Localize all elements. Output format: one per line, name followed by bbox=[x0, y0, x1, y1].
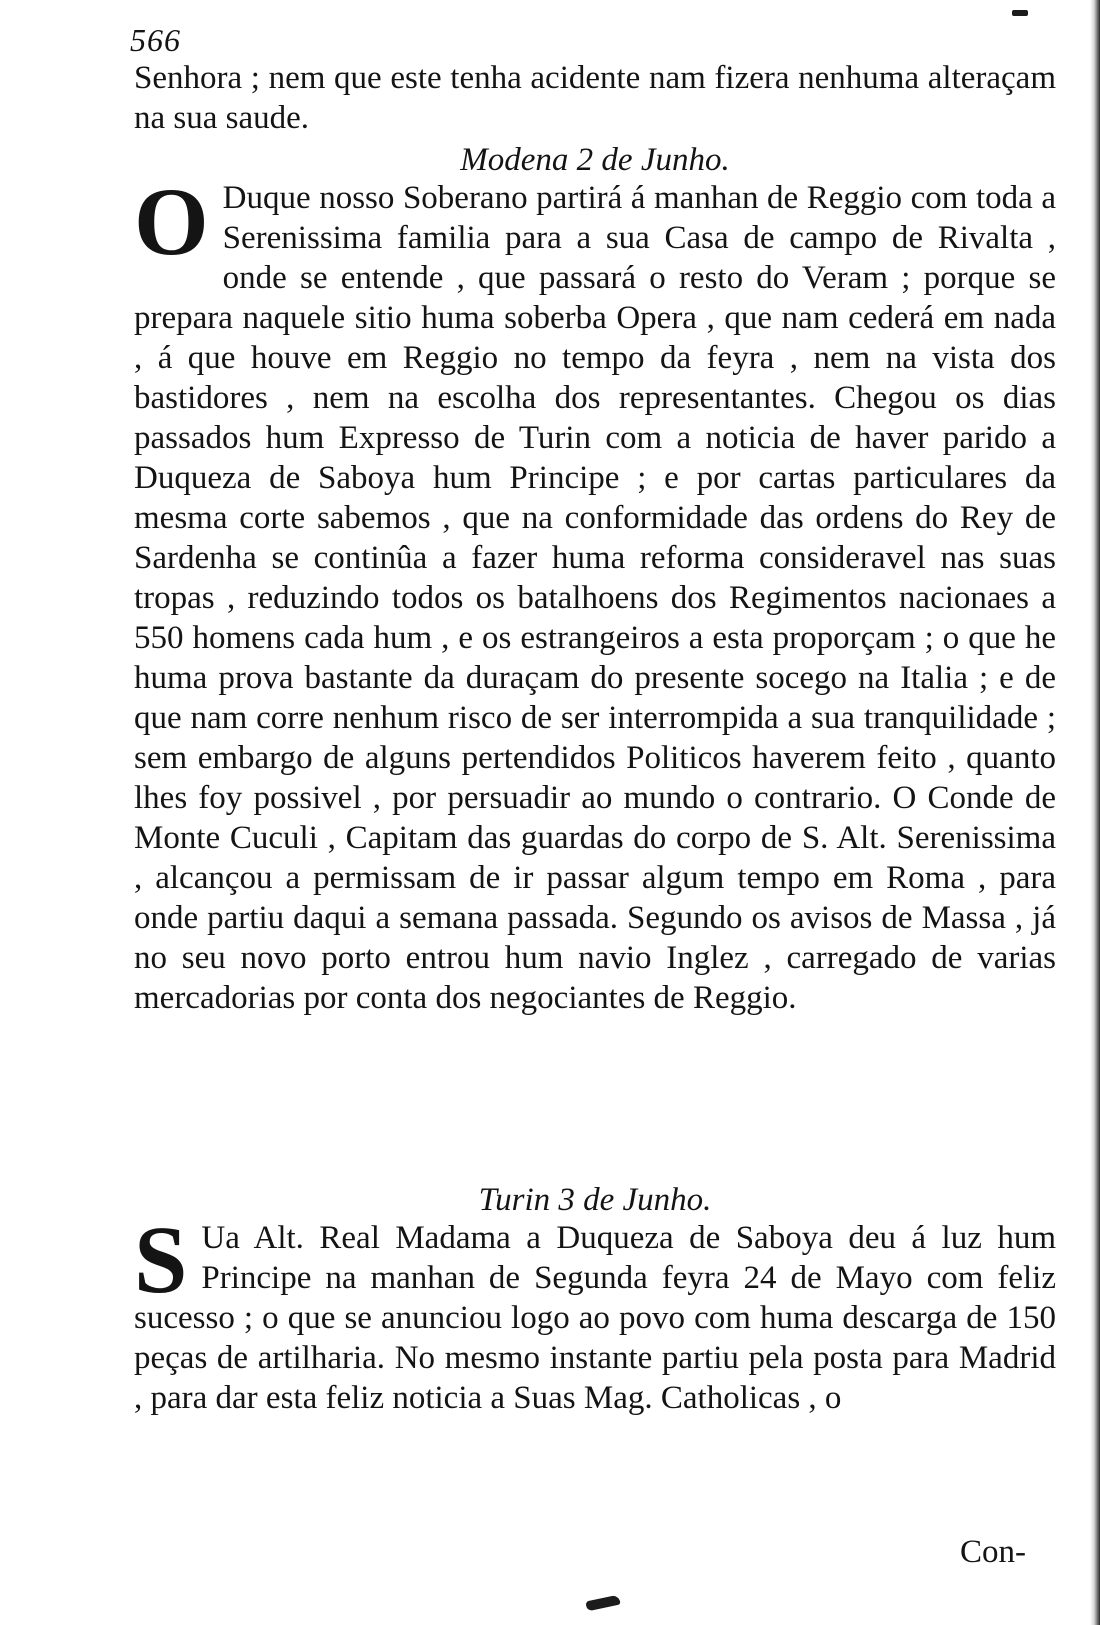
text-fragment-top bbox=[134, 58, 1056, 138]
page-number: 566 bbox=[130, 22, 181, 58]
article-turin bbox=[134, 1206, 1056, 1418]
article-modena bbox=[134, 168, 1056, 1018]
dropcap-s: S bbox=[134, 1206, 188, 1313]
ink-blot-top bbox=[1012, 10, 1028, 16]
article-turin-body: Ua Alt. Real Madama a Duqueza de Saboya deu á luz hum Principe na manhan de Segunda feyra 24 de Mayo com feliz sucesso ; o que se anunciou logo ao povo com huma descarga de 150 peças de artilharia. No mesmo instante partiu pela posta para Madrid , para dar esta feliz noticia a Suas Mag. Catholicas , o bbox=[134, 1220, 1056, 1416]
dateline-turin: Turin 3 de Junho. bbox=[478, 1182, 712, 1218]
ink-blot-bottom bbox=[585, 1595, 620, 1612]
dateline-modena: Modena 2 de Junho. bbox=[460, 142, 730, 178]
catchword: Con- bbox=[960, 1534, 1026, 1570]
article-turin-paragraph bbox=[134, 1206, 1056, 1418]
dropcap-o: O bbox=[134, 168, 209, 275]
article-modena-paragraph bbox=[134, 168, 1056, 1018]
article-modena-body: Duque nosso Soberano partirá á manhan de Reggio com toda a Serenissima familia para a sua Casa de campo de Rivalta , onde se entende , que passará o resto do Veram ; porque se prepara naquele sitio huma soberba Opera , que nam cederá em nada , á que houve em Reggio no tempo da feyra , nem na vista dos bastidores , nem na escolha dos representantes. Chegou os dias passados hum Expresso de Turin com a noticia de haver parido a Duqueza de Saboya hum Principe ; e por cartas particulares da mesma corte sabemos , que na conformidade das ordens do Rey de Sardenha se continûa a fazer huma reforma consideravel nas suas tropas , reduzindo todos os batalhoens dos Regimentos nacionaes a 550 homens cada hum , e os estrangeiros a esta proporçam ; o que he huma prova bastante da duraçam do presente socego na Italia ; e de que nam corre nenhum risco de ser interrompida a sua tranquilidade ; sem embargo de alguns pertendidos Politicos haverem feito , quanto lhes foy possivel , por persuadir ao mundo o contrario. O Conde de Monte Cuculi , Capitam das guardas do corpo de S. Alt. Serenissima , alcançou a permissam de ir passar algum tempo em Roma , para onde partiu daqui a semana passada. Segundo os avisos de Massa , já no seu novo porto entrou hum navio Inglez , carregado de varias mercadorias por conta dos negociantes de Reggio. bbox=[134, 180, 1056, 1016]
page-edge-shadow bbox=[1090, 0, 1100, 1625]
fragment-paragraph: Senhora ; nem que este tenha acidente nam fizera nenhuma alteraçam na sua saude. bbox=[134, 60, 1056, 136]
